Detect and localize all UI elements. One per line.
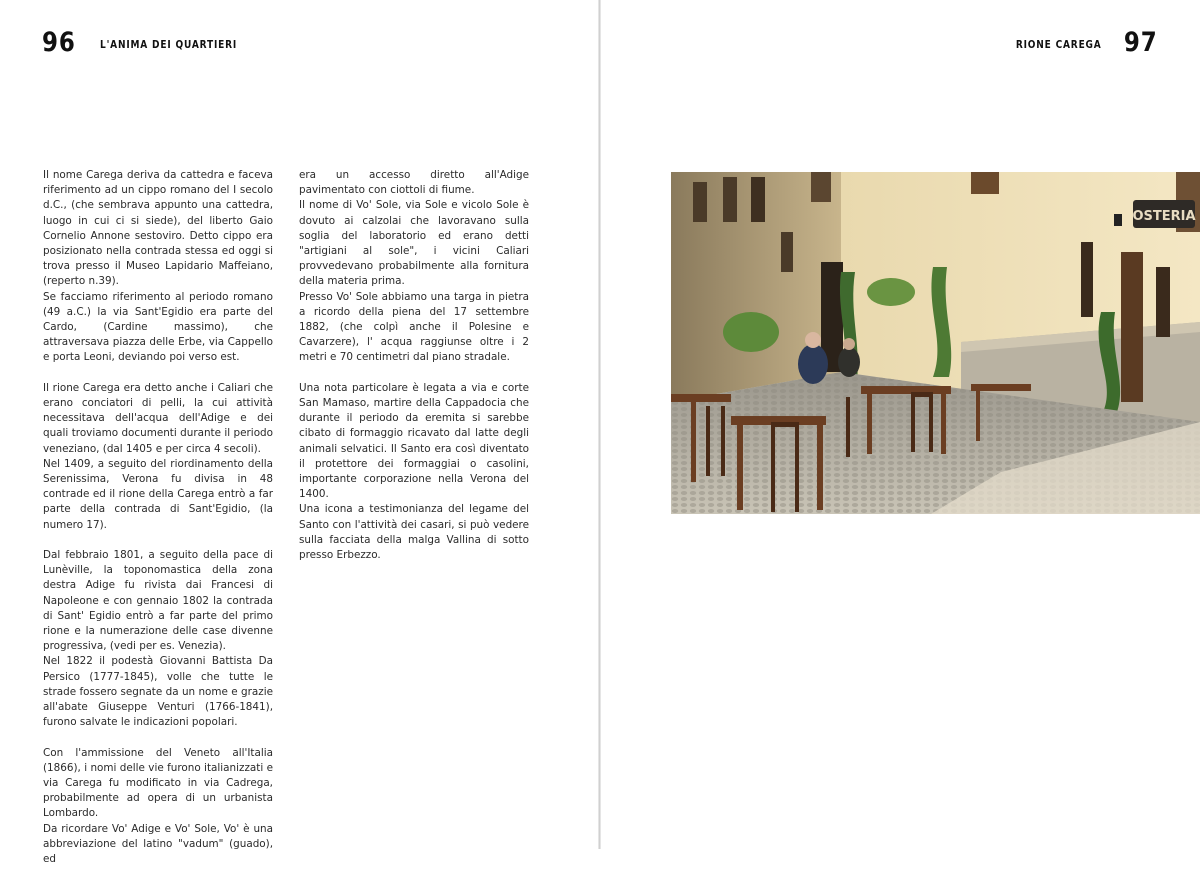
paragraph [299, 168, 529, 366]
text-block: Dal febbraio 1801, a seguito della pace di Lunèville, la toponomastica della zona destra Adige fu rivista dai Francesi di Napoleone e con gennaio 1802 la contrada di Sant' Egidio entrò a far parte del primo rione e la numerazione delle case divenne progressiva, (vedi per es. Venezia). [43, 549, 273, 653]
text-block: Nel 1822 il podestà Giovanni Battista Da Persico (1777-1845), volle che tutte le strade fossero segnate da un nome e grazie all'abate Giuseppe Venturi (1766-1841), furono salvate le indicazioni popolari. [43, 655, 273, 729]
text-block: Una icona a testimonianza del legame del Santo con l'attività dei casari, si può vedere sulla facciata della malga Vallina di sotto presso Erbezzo. [299, 503, 529, 562]
paragraph [43, 381, 273, 533]
paragraph [299, 381, 529, 563]
text-column-1 [43, 168, 273, 882]
text-block: Presso Vo' Sole abbiamo una targa in pietra a ricordo della piena del 17 settembre 1882, (che colpì anche il Polesine e Cavarzere), l' acqua raggiunse oltre i 2 metri e 70 centimetri dal piano stradale. [299, 290, 529, 364]
street-photo [671, 172, 1200, 514]
osteria-sign-text: OSTERIA [1132, 209, 1196, 224]
text-block: Da ricordare Vo' Adige e Vo' Sole, Vo' è una abbreviazione del latino "vadum" (guado), ed [43, 822, 273, 866]
left-page [0, 0, 599, 866]
right-page [601, 0, 1200, 849]
text-column-2 [299, 168, 529, 578]
text-block: Il nome Carega deriva da cattedra e faceva riferimento ad un cippo romano del I secolo d.C., (che sembrava appunto una cattedra, luogo in cui ci si siede), del liberto Gaio Cornelio Annone sestoviro. Detto cippo era posizionato nella contrada stessa ed oggi si trova presso il Museo Lapidario Maffeiano, (reperto n.39). [43, 169, 273, 288]
page-number: 96 [42, 27, 76, 58]
osteria-street-scene [671, 172, 1200, 514]
paragraph [43, 548, 273, 730]
text-block: Nel 1409, a seguito del riordinamento della Serenissima, Verona fu divisa in 48 contrade ed il rione della Carega entrò a far parte della contrada di Sant'Egidio, (la numero 17). [43, 457, 273, 531]
text-block: Con l'ammissione del Veneto all'Italia (1866), i nomi delle vie furono italianizzati e via Carega fu modificato in via Cadrega, probabilmente ad opera di un urbanista Lombardo. [43, 746, 273, 820]
paragraph [43, 168, 273, 366]
page-number: 97 [1124, 27, 1158, 58]
paragraph [43, 746, 273, 868]
text-block: Una nota particolare è legata a via e corte San Mamaso, martire della Cappadocia che durante il periodo da eremita si sarebbe cibato di formaggio ricavato dal latte degli animali selvatici. Il Santo era così diventato il protettore dei formaggiai o casolini, importante corporazione nella Verona del 1400. [299, 381, 529, 501]
running-head: RIONE CAREGA [1016, 38, 1102, 51]
text-block: Il nome di Vo' Sole, via Sole e vicolo Sole è dovuto ai calzolai che lavoravano sulla soglia del laboratorio ed erano detti "artigiani al sole", i vicini Caliari provvedevano probabilmente alla fornitura della materia prima. [299, 199, 529, 288]
text-block: Se facciamo riferimento al periodo romano (49 a.C.) la via Sant'Egidio era parte del Cardo, (Cardine massimo), che attraversava piazza delle Erbe, via Cappello e porta Leoni, deviando poi verso est. [43, 290, 273, 364]
text-block: era un accesso diretto all'Adige pavimentato con ciottoli di fiume. [299, 169, 529, 197]
text-block: Il rione Carega era detto anche i Caliari che erano conciatori di pelli, la cui attività necessitava dell'acqua dell'Adige e dei quali troviamo documenti durante il periodo veneziano, (dal 1405 e per circa 4 secoli). [43, 381, 273, 455]
running-head: L'ANIMA DEI QUARTIERI [100, 38, 238, 51]
